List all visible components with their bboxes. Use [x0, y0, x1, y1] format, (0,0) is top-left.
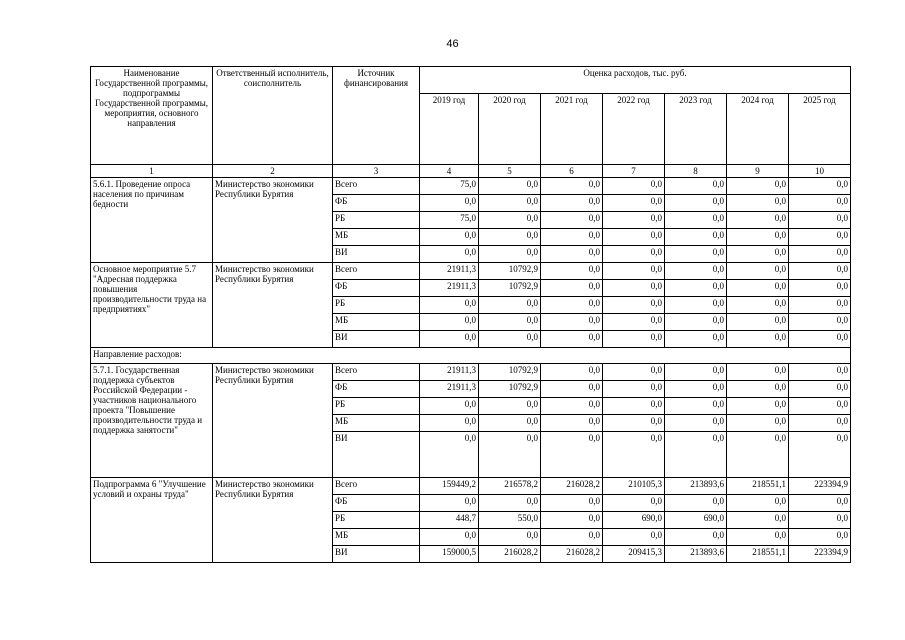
value-cell: 0,0 — [665, 229, 727, 246]
value-cell: 159000,5 — [420, 546, 479, 563]
table-row — [91, 478, 851, 495]
funding-source-cell: ВИ — [333, 246, 420, 263]
value-cell: 0,0 — [479, 432, 541, 478]
value-cell: 0,0 — [665, 246, 727, 263]
value-cell: 0,0 — [479, 178, 541, 195]
value-cell: 0,0 — [479, 495, 541, 512]
value-cell: 0,0 — [479, 415, 541, 432]
value-cell: 0,0 — [727, 381, 789, 398]
value-cell: 0,0 — [789, 398, 851, 415]
value-cell: 75,0 — [420, 212, 479, 229]
header-column-number: 3 — [333, 165, 420, 178]
value-cell: 0,0 — [727, 415, 789, 432]
value-cell: 0,0 — [603, 178, 665, 195]
value-cell: 0,0 — [420, 246, 479, 263]
header-column-number: 1 — [91, 165, 213, 178]
program-name-cell: 5.6.1. Проведение опроса населения по причинам бедности — [91, 178, 213, 263]
value-cell: 0,0 — [727, 314, 789, 331]
value-cell: 0,0 — [665, 280, 727, 297]
value-cell: 0,0 — [420, 195, 479, 212]
header-column-number: 6 — [541, 165, 603, 178]
value-cell: 75,0 — [420, 178, 479, 195]
value-cell: 0,0 — [420, 415, 479, 432]
value-cell: 0,0 — [727, 212, 789, 229]
value-cell: 0,0 — [541, 512, 603, 529]
value-cell: 0,0 — [479, 398, 541, 415]
value-cell: 0,0 — [789, 432, 851, 478]
value-cell: 10792,9 — [479, 381, 541, 398]
value-cell: 159449,2 — [420, 478, 479, 495]
program-name-cell: 5.7.1. Государственная поддержка субъектов Российской Федерации - участников национального проекта "Повышение производительности труда и поддержка занятости" — [91, 364, 213, 478]
value-cell: 0,0 — [603, 331, 665, 348]
value-cell: 0,0 — [665, 529, 727, 546]
funding-source-cell: МБ — [333, 314, 420, 331]
value-cell: 0,0 — [541, 398, 603, 415]
value-cell: 0,0 — [541, 364, 603, 381]
value-cell: 448,7 — [420, 512, 479, 529]
value-cell: 0,0 — [603, 398, 665, 415]
value-cell: 0,0 — [665, 195, 727, 212]
header-year: 2020 год — [479, 94, 541, 165]
value-cell: 0,0 — [541, 331, 603, 348]
value-cell: 213893,6 — [665, 478, 727, 495]
page-number: 46 — [446, 38, 459, 50]
value-cell: 0,0 — [479, 246, 541, 263]
value-cell: 0,0 — [727, 263, 789, 280]
value-cell: 0,0 — [603, 495, 665, 512]
header-source: Источник финансирования — [333, 67, 420, 165]
value-cell: 0,0 — [665, 415, 727, 432]
value-cell: 0,0 — [789, 246, 851, 263]
funding-source-cell: РБ — [333, 512, 420, 529]
value-cell: 0,0 — [727, 280, 789, 297]
value-cell: 10792,9 — [479, 280, 541, 297]
value-cell: 21911,3 — [420, 364, 479, 381]
header-column-number: 8 — [665, 165, 727, 178]
section-label: Направление расходов: — [91, 348, 851, 364]
value-cell: 0,0 — [727, 195, 789, 212]
funding-source-cell: МБ — [333, 529, 420, 546]
value-cell: 690,0 — [603, 512, 665, 529]
value-cell: 0,0 — [541, 415, 603, 432]
value-cell: 0,0 — [603, 529, 665, 546]
funding-source-cell: МБ — [333, 229, 420, 246]
value-cell: 216028,2 — [541, 546, 603, 563]
value-cell: 21911,3 — [420, 263, 479, 280]
value-cell: 0,0 — [420, 495, 479, 512]
value-cell: 0,0 — [665, 331, 727, 348]
funding-source-cell: ВИ — [333, 546, 420, 563]
value-cell: 0,0 — [603, 263, 665, 280]
value-cell: 223394,9 — [789, 546, 851, 563]
funding-source-cell: ФБ — [333, 280, 420, 297]
table-row — [91, 263, 851, 280]
value-cell: 0,0 — [603, 280, 665, 297]
value-cell: 0,0 — [789, 512, 851, 529]
value-cell: 0,0 — [541, 314, 603, 331]
funding-source-cell: РБ — [333, 297, 420, 314]
funding-source-cell: ФБ — [333, 381, 420, 398]
value-cell: 0,0 — [603, 381, 665, 398]
table-row — [91, 364, 851, 381]
value-cell: 0,0 — [665, 364, 727, 381]
header-year: 2019 год — [420, 94, 479, 165]
value-cell: 210105,3 — [603, 478, 665, 495]
section-row — [91, 348, 851, 364]
value-cell: 0,0 — [603, 314, 665, 331]
header-column-number: 5 — [479, 165, 541, 178]
value-cell: 0,0 — [789, 263, 851, 280]
value-cell: 0,0 — [420, 314, 479, 331]
table-body — [91, 178, 851, 563]
value-cell: 216578,2 — [479, 478, 541, 495]
value-cell: 0,0 — [665, 398, 727, 415]
header-year: 2023 год — [665, 94, 727, 165]
value-cell: 0,0 — [665, 495, 727, 512]
value-cell: 0,0 — [727, 364, 789, 381]
funding-source-cell: ФБ — [333, 495, 420, 512]
header-column-number: 4 — [420, 165, 479, 178]
value-cell: 0,0 — [479, 229, 541, 246]
value-cell: 0,0 — [727, 512, 789, 529]
value-cell: 0,0 — [603, 212, 665, 229]
value-cell: 0,0 — [727, 495, 789, 512]
value-cell: 0,0 — [603, 195, 665, 212]
header-column-number: 2 — [213, 165, 333, 178]
value-cell: 0,0 — [420, 529, 479, 546]
value-cell: 0,0 — [665, 263, 727, 280]
value-cell: 223394,9 — [789, 478, 851, 495]
value-cell: 0,0 — [727, 529, 789, 546]
header-year: 2025 год — [789, 94, 851, 165]
header-column-number: 7 — [603, 165, 665, 178]
value-cell: 0,0 — [603, 415, 665, 432]
value-cell: 0,0 — [665, 297, 727, 314]
funding-source-cell: ФБ — [333, 195, 420, 212]
value-cell: 0,0 — [789, 229, 851, 246]
value-cell: 0,0 — [541, 229, 603, 246]
value-cell: 218551,1 — [727, 546, 789, 563]
header-year: 2021 год — [541, 94, 603, 165]
value-cell: 0,0 — [420, 432, 479, 478]
value-cell: 0,0 — [541, 381, 603, 398]
value-cell: 209415,3 — [603, 546, 665, 563]
value-cell: 0,0 — [479, 529, 541, 546]
value-cell: 690,0 — [665, 512, 727, 529]
value-cell: 0,0 — [789, 195, 851, 212]
header-executor: Ответственный исполнитель, соисполнитель — [213, 67, 333, 165]
value-cell: 0,0 — [603, 432, 665, 478]
value-cell: 0,0 — [420, 331, 479, 348]
value-cell: 0,0 — [479, 212, 541, 229]
value-cell: 0,0 — [541, 280, 603, 297]
value-cell: 0,0 — [603, 364, 665, 381]
value-cell: 0,0 — [789, 381, 851, 398]
value-cell: 0,0 — [541, 529, 603, 546]
value-cell: 0,0 — [665, 314, 727, 331]
value-cell: 0,0 — [541, 297, 603, 314]
value-cell: 0,0 — [789, 529, 851, 546]
header-year: 2022 год — [603, 94, 665, 165]
value-cell: 10792,9 — [479, 364, 541, 381]
value-cell: 216028,2 — [541, 478, 603, 495]
executor-cell: Министерство экономики Республики Бурятия — [213, 478, 333, 563]
value-cell: 0,0 — [727, 331, 789, 348]
header-estimate: Оценка расходов, тыс. руб. — [420, 67, 851, 94]
header-year: 2024 год — [727, 94, 789, 165]
value-cell: 218551,1 — [727, 478, 789, 495]
header-column-number: 9 — [727, 165, 789, 178]
value-cell: 21911,3 — [420, 280, 479, 297]
funding-source-cell: РБ — [333, 398, 420, 415]
value-cell: 0,0 — [541, 195, 603, 212]
value-cell: 0,0 — [727, 432, 789, 478]
value-cell: 0,0 — [479, 314, 541, 331]
funding-source-cell: Всего — [333, 178, 420, 195]
value-cell: 0,0 — [789, 178, 851, 195]
value-cell: 0,0 — [541, 246, 603, 263]
value-cell: 0,0 — [603, 297, 665, 314]
header-name: Наименование Государственной программы, подпрограммы Государственной программы, мероприятия, основного направления — [91, 67, 213, 165]
value-cell: 10792,9 — [479, 263, 541, 280]
value-cell: 0,0 — [789, 212, 851, 229]
value-cell: 0,0 — [727, 297, 789, 314]
value-cell: 0,0 — [727, 229, 789, 246]
value-cell: 216028,2 — [479, 546, 541, 563]
funding-source-cell: МБ — [333, 415, 420, 432]
executor-cell: Министерство экономики Республики Бурятия — [213, 364, 333, 478]
value-cell: 0,0 — [541, 432, 603, 478]
value-cell: 0,0 — [665, 432, 727, 478]
value-cell: 21911,3 — [420, 381, 479, 398]
program-name-cell: Основное мероприятие 5.7 "Адресная поддержка повышения производительности труда на предприятиях" — [91, 263, 213, 348]
value-cell: 0,0 — [479, 331, 541, 348]
value-cell: 0,0 — [789, 495, 851, 512]
value-cell: 0,0 — [479, 195, 541, 212]
value-cell: 0,0 — [789, 331, 851, 348]
value-cell: 0,0 — [541, 178, 603, 195]
value-cell: 0,0 — [789, 415, 851, 432]
funding-source-cell: Всего — [333, 263, 420, 280]
value-cell: 0,0 — [541, 212, 603, 229]
funding-source-cell: РБ — [333, 212, 420, 229]
value-cell: 550,0 — [479, 512, 541, 529]
value-cell: 0,0 — [603, 246, 665, 263]
funding-source-cell: ВИ — [333, 432, 420, 478]
funding-source-cell: Всего — [333, 478, 420, 495]
executor-cell: Министерство экономики Республики Бурятия — [213, 178, 333, 263]
funding-source-cell: ВИ — [333, 331, 420, 348]
executor-cell: Министерство экономики Республики Бурятия — [213, 263, 333, 348]
value-cell: 0,0 — [789, 297, 851, 314]
value-cell: 0,0 — [665, 381, 727, 398]
header-column-number: 10 — [789, 165, 851, 178]
program-name-cell: Подпрограмма 6 "Улучшение условий и охраны труда" — [91, 478, 213, 563]
value-cell: 0,0 — [789, 364, 851, 381]
value-cell: 0,0 — [789, 314, 851, 331]
value-cell: 0,0 — [665, 178, 727, 195]
value-cell: 0,0 — [479, 297, 541, 314]
value-cell: 0,0 — [603, 229, 665, 246]
value-cell: 0,0 — [541, 263, 603, 280]
funding-source-cell: Всего — [333, 364, 420, 381]
value-cell: 0,0 — [420, 297, 479, 314]
value-cell: 0,0 — [789, 280, 851, 297]
value-cell: 0,0 — [665, 212, 727, 229]
table-row — [91, 178, 851, 195]
value-cell: 0,0 — [727, 398, 789, 415]
value-cell: 0,0 — [727, 246, 789, 263]
value-cell: 0,0 — [420, 229, 479, 246]
value-cell: 0,0 — [541, 495, 603, 512]
budget-table — [90, 66, 851, 563]
value-cell: 213893,6 — [665, 546, 727, 563]
value-cell: 0,0 — [420, 398, 479, 415]
value-cell: 0,0 — [727, 178, 789, 195]
